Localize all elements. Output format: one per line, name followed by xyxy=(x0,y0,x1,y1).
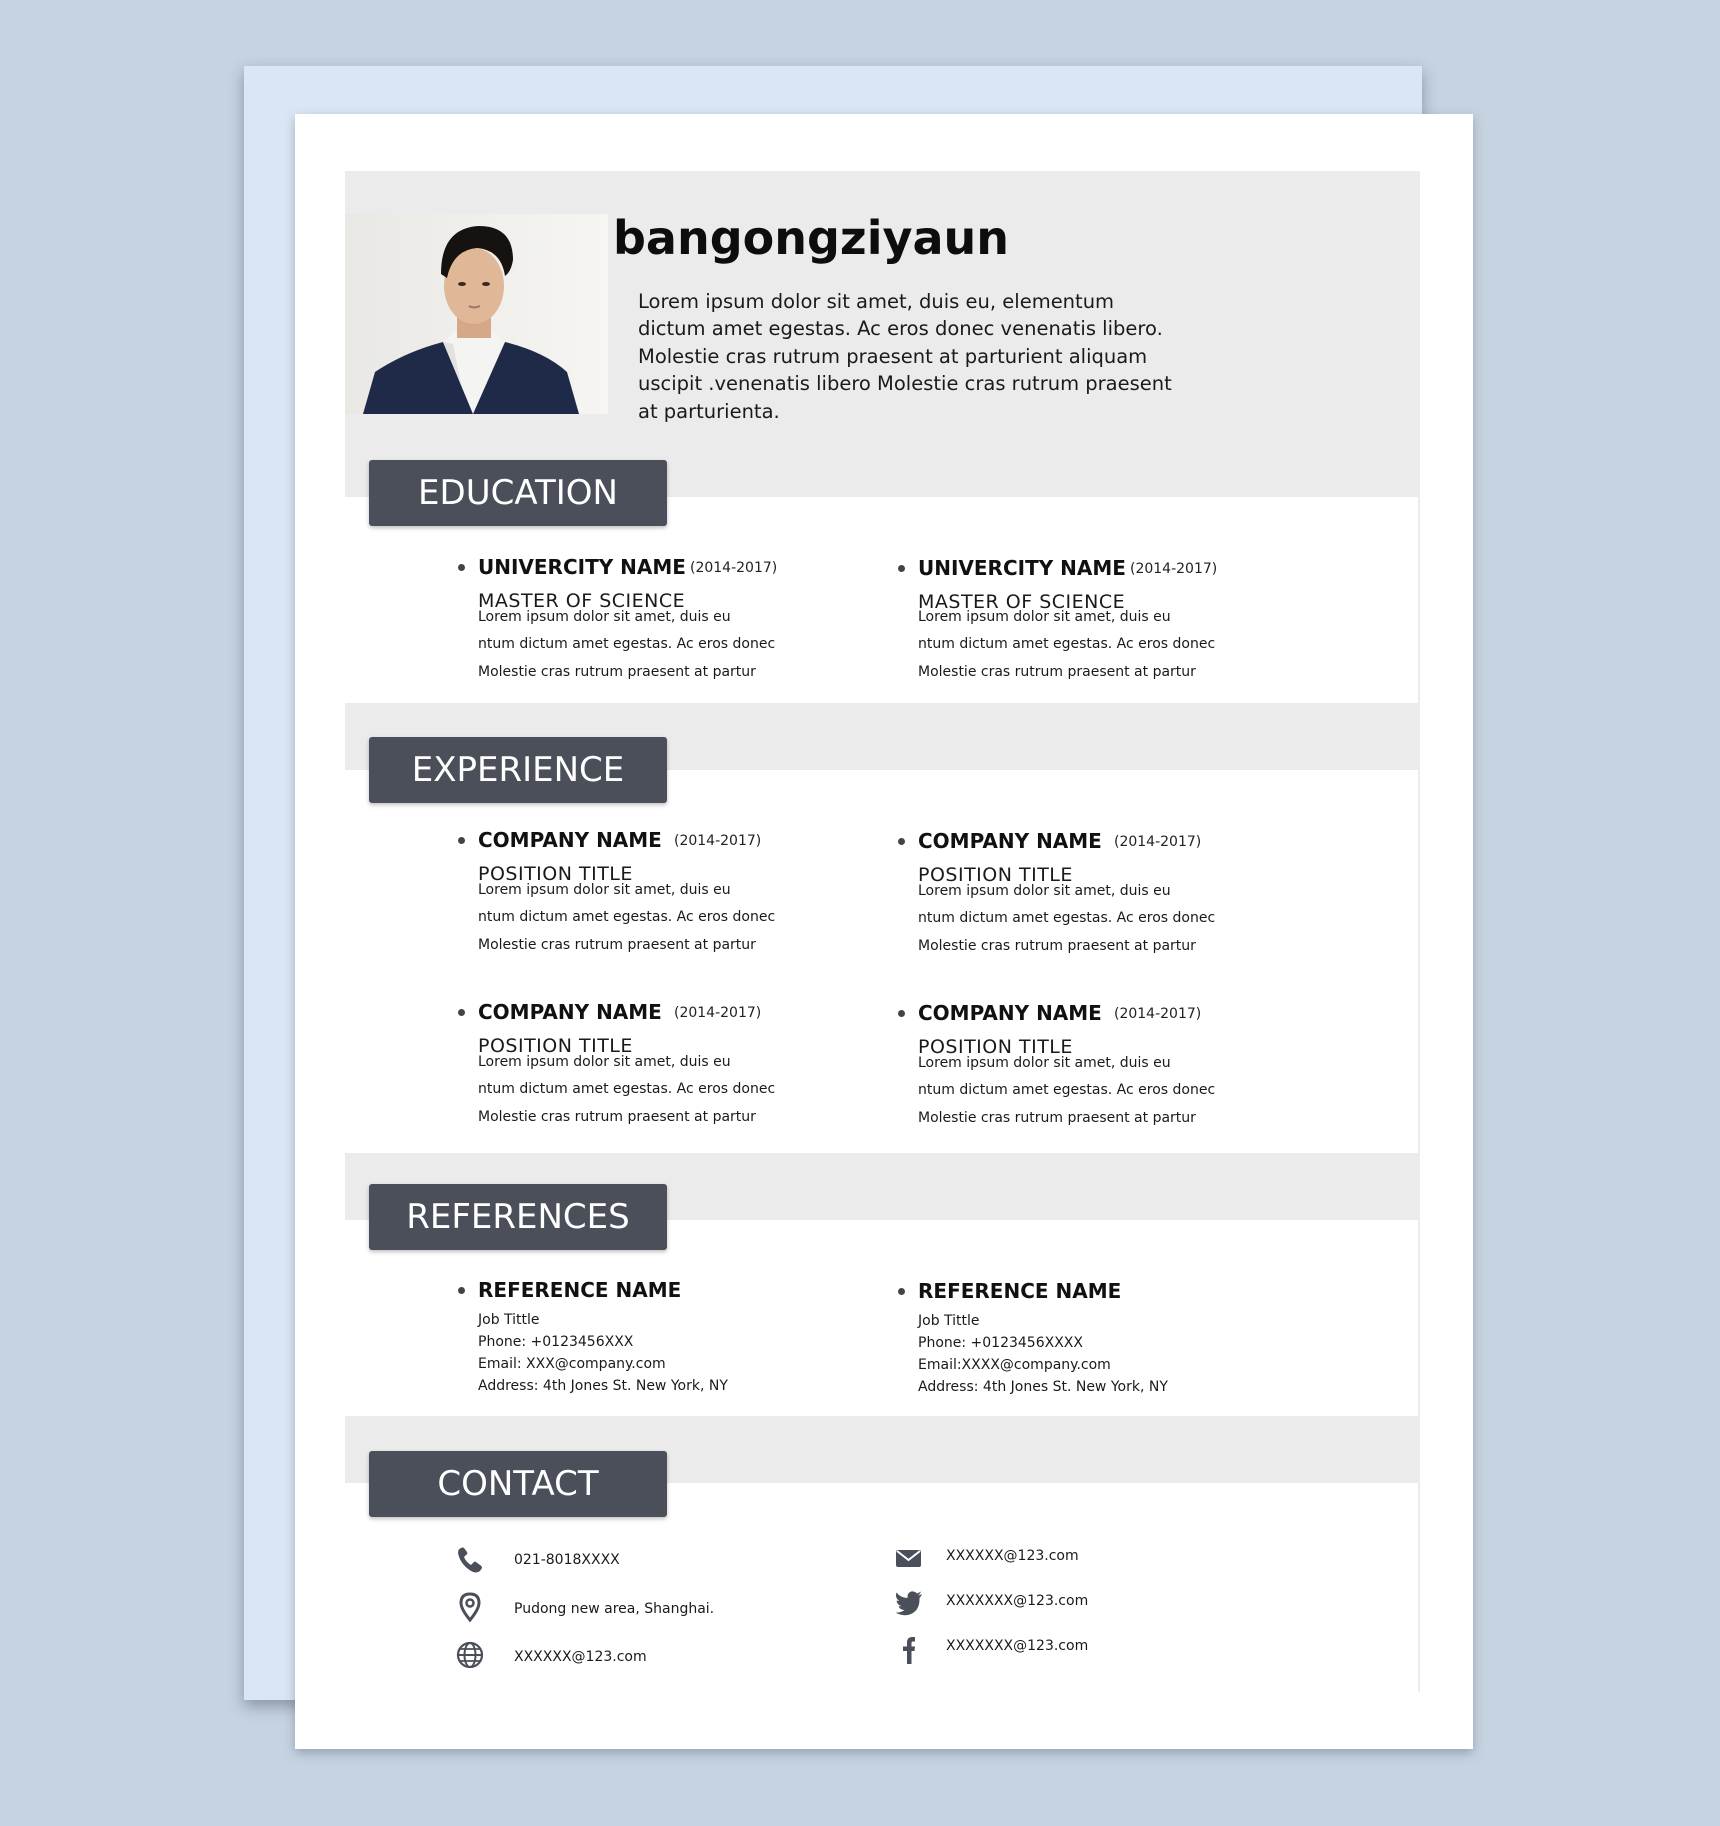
candidate-name: bangongziyaun xyxy=(613,211,1009,265)
contact-website xyxy=(455,1640,755,1674)
twitter: XXXXXXX@123.com xyxy=(946,1593,1089,1609)
bullet xyxy=(458,1287,465,1294)
description xyxy=(918,604,1218,686)
bullet xyxy=(458,1009,465,1016)
contact-email xyxy=(894,1543,1194,1577)
location-pin-icon xyxy=(455,1592,485,1622)
description-line: Molestie cras rutrum praesent at partur xyxy=(918,937,1196,954)
description xyxy=(918,1050,1218,1132)
phone: Phone: +0123456XXX xyxy=(478,1334,634,1350)
description xyxy=(478,604,778,686)
divider xyxy=(1418,497,1420,1692)
description-line: Molestie cras rutrum praesent at partur xyxy=(478,1108,756,1125)
experience-heading: EXPERIENCE xyxy=(369,737,667,803)
contact-twitter xyxy=(894,1588,1194,1622)
years: (2014-2017) xyxy=(1114,834,1202,850)
email: Email: XXX@company.com xyxy=(478,1356,666,1372)
bullet xyxy=(898,1010,905,1017)
position-title xyxy=(918,861,1073,874)
description-line: ntum dictum amet egestas. Ac eros donec xyxy=(478,636,776,653)
years: (2014-2017) xyxy=(1114,1006,1202,1022)
description xyxy=(478,877,778,959)
years: (2014-2017) xyxy=(674,1005,762,1021)
degree xyxy=(918,588,1125,601)
description-line: Molestie cras rutrum praesent at partur xyxy=(478,936,756,953)
profile-photo xyxy=(345,214,608,414)
description-line: Lorem ipsum dolor sit amet, duis eu xyxy=(478,882,731,898)
references-heading: REFERENCES xyxy=(369,1184,667,1250)
education-heading: EDUCATION xyxy=(369,460,667,526)
contact-facebook xyxy=(894,1634,1194,1668)
description-line: ntum dictum amet egestas. Ac eros donec xyxy=(478,1081,776,1098)
position-title xyxy=(478,860,633,873)
intro-text: Lorem ipsum dolor sit amet, duis eu, elementum dictum amet egestas. Ac eros donec venenatis libero. Molestie cras rutrum praesent at parturient aliquam uscipit .venenatis libero Molestie cras rutrum praesent at parturienta. xyxy=(638,290,1172,423)
job-title: Job Tittle xyxy=(918,1313,980,1329)
reference-name: REFERENCE NAME xyxy=(918,1279,1122,1303)
bullet xyxy=(898,565,905,572)
description-line: Lorem ipsum dolor sit amet, duis eu xyxy=(918,609,1171,625)
address: Pudong new area, Shanghai. xyxy=(514,1601,715,1617)
reference-details xyxy=(918,1310,1168,1398)
address: Address: 4th Jones St. New York, NY xyxy=(478,1378,728,1394)
years: (2014-2017) xyxy=(690,560,778,576)
facebook-icon xyxy=(894,1634,924,1664)
globe-icon xyxy=(455,1640,485,1670)
contact-location xyxy=(455,1592,795,1626)
description-line: ntum dictum amet egestas. Ac eros donec xyxy=(918,636,1216,653)
company-name: COMPANY NAME xyxy=(918,1001,1102,1025)
email: XXXXXX@123.com xyxy=(946,1548,1079,1564)
years: (2014-2017) xyxy=(1130,561,1218,577)
contact-heading: CONTACT xyxy=(369,1451,667,1517)
description-line: ntum dictum amet egestas. Ac eros donec xyxy=(918,1082,1216,1099)
description-line: Molestie cras rutrum praesent at partur xyxy=(918,1109,1196,1126)
university-name: UNIVERCITY NAME xyxy=(478,555,686,579)
description-line: Molestie cras rutrum praesent at partur xyxy=(478,663,756,680)
description-line: Lorem ipsum dolor sit amet, duis eu xyxy=(918,1055,1171,1071)
years: (2014-2017) xyxy=(674,833,762,849)
description-line: Molestie cras rutrum praesent at partur xyxy=(918,663,1196,680)
website: XXXXXX@123.com xyxy=(514,1649,647,1665)
reference-details xyxy=(478,1309,728,1397)
contact-phone xyxy=(455,1545,755,1579)
reference-name: REFERENCE NAME xyxy=(478,1278,682,1302)
description xyxy=(478,1049,778,1131)
phone-number: 021-8018XXXX xyxy=(514,1552,620,1568)
job-title: Job Tittle xyxy=(478,1312,540,1328)
degree xyxy=(478,587,685,600)
description-line: Lorem ipsum dolor sit amet, duis eu xyxy=(918,883,1171,899)
company-name: COMPANY NAME xyxy=(478,1000,662,1024)
envelope-icon xyxy=(894,1543,924,1573)
phone-icon xyxy=(455,1545,485,1575)
company-name: COMPANY NAME xyxy=(918,829,1102,853)
bullet xyxy=(458,564,465,571)
email: Email:XXXX@company.com xyxy=(918,1357,1111,1373)
description-line: Lorem ipsum dolor sit amet, duis eu xyxy=(478,609,731,625)
description xyxy=(918,878,1218,960)
company-name: COMPANY NAME xyxy=(478,828,662,852)
bullet xyxy=(458,837,465,844)
position-title xyxy=(918,1033,1073,1046)
position-title xyxy=(478,1032,633,1045)
twitter-icon xyxy=(894,1588,924,1618)
description-line: ntum dictum amet egestas. Ac eros donec xyxy=(478,909,776,926)
description-line: Lorem ipsum dolor sit amet, duis eu xyxy=(478,1054,731,1070)
bullet xyxy=(898,838,905,845)
phone: Phone: +0123456XXXX xyxy=(918,1335,1083,1351)
description-line: ntum dictum amet egestas. Ac eros donec xyxy=(918,910,1216,927)
facebook: XXXXXXX@123.com xyxy=(946,1638,1089,1654)
university-name: UNIVERCITY NAME xyxy=(918,556,1126,580)
address: Address: 4th Jones St. New York, NY xyxy=(918,1379,1168,1395)
bullet xyxy=(898,1288,905,1295)
